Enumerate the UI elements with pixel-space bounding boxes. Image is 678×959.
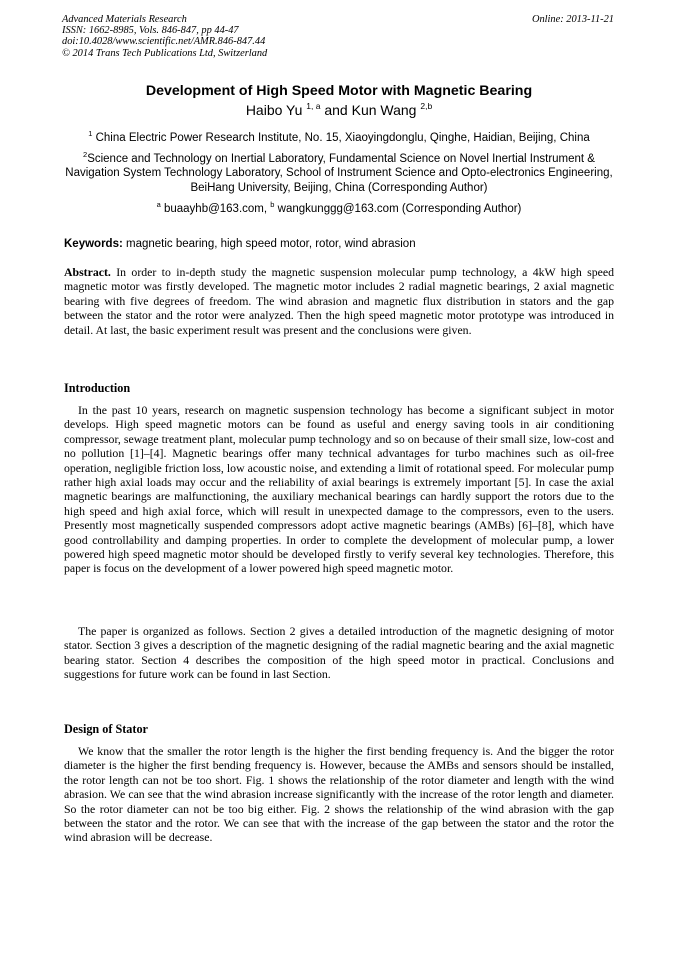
author-superscript: 1, a bbox=[306, 101, 321, 111]
affiliation-marker: 1 bbox=[88, 129, 93, 138]
online-date: Online: 2013-11-21 bbox=[531, 14, 614, 25]
email-line bbox=[40, 202, 638, 216]
abstract bbox=[64, 265, 614, 337]
journal-name: Advanced Materials Research bbox=[62, 14, 187, 25]
copyright-line: © 2014 Trans Tech Publications Ltd, Switzerland bbox=[62, 47, 268, 59]
abstract-text: In order to in-depth study the magnetic suspension molecular pump technology, a 4kW high speed magnetic motor was firstly developed. The magnetic motor includes 2 radial magnetic bearings, 2 axial magnetic bearing with five degrees of freedom. The wind abrasion and magnetic flux distribution in stators and the gap between the stator and the rotor were analyzed. Then the high speed magnetic motor prototype was introduced in detail. At last, the basic experiment result was present and the conclusions were given. bbox=[64, 265, 614, 337]
doi-line[interactable]: doi:10.4028/www.scientific.net/AMR.846-847.44 bbox=[62, 36, 266, 48]
stator-paragraph-1: We know that the smaller the rotor length is the higher the first bending frequency is. And the bigger the rotor diameter is the higher the first bending frequency is. However, because the AMBs and sensors should be installed, the rotor length can not be too short. Fig. 1 shows the relationship of the rotor diameter and length with the wind abrasion. We can see that the wind abrasion increase significantly with the increase of the rotor length and diameter. So the rotor diameter can not be too big either. Fig. 2 shows the relationship of the wind abrasion with the gap between the stator and the rotor. We can see that with the increase of the gap between the stator and the rotor the wind abrasion will be decrease. bbox=[64, 744, 614, 845]
author-superscript: 2,b bbox=[420, 101, 433, 111]
affiliation-2 bbox=[60, 152, 618, 195]
section-heading-design-of-stator: Design of Stator bbox=[64, 722, 148, 736]
intro-paragraph-1: In the past 10 years, research on magnetic suspension technology has become a significant subject in motor develops. High speed magnetic motors can be found as useful and energy saving tools in air conditioning compressor, sewage treatment plant, molecular pump technology and so on because of their small size, low-cost and no pollution [1]–[4]. Magnetic bearings offer many technical advantages for turbo machines such as oil-free operation, negligible friction loss, low acoustic noise, and extending a limit of rotational speed. For molecular pump rather high axial loads may occur and the reliability of axial bearings is extremely important [5]. In case the axial magnetic bearings are malfunctioning, the auxiliary mechanical bearings can hardly support the rotors due to the high speed and high axial force, which will result in unexpected damage to the compressors, even to the users. Presently most magnetically suspended compressors adopt active magnetic bearings (AMBs) [6]–[8], which have good controllability and damping properties. In order to complete the development of molecular pump, a lower powered high speed magnetic motor should be developed firstly to verify several key technologies. Therefore, this paper is focus on the development of a lower powered high speed magnetic motor. bbox=[64, 403, 614, 576]
affiliation-1 bbox=[40, 131, 638, 145]
email-marker: a bbox=[156, 200, 161, 209]
email-address[interactable]: buaayhb@163.com, bbox=[163, 203, 268, 215]
author-name: Haibo Yu bbox=[245, 102, 303, 118]
keywords-text: magnetic bearing, high speed motor, rotor, wind abrasion bbox=[126, 238, 416, 250]
journal-info bbox=[62, 14, 267, 59]
section-heading-introduction: Introduction bbox=[64, 381, 131, 395]
paper-title: Development of High Speed Motor with Magnetic Bearing bbox=[145, 83, 533, 99]
email-marker: b bbox=[270, 200, 275, 209]
email-address[interactable]: wangkunggg@163.com (Corresponding Author) bbox=[277, 203, 522, 215]
abstract-label: Abstract. bbox=[64, 265, 111, 279]
author-line bbox=[0, 101, 678, 119]
keywords-label: Keywords: bbox=[64, 238, 123, 250]
affiliation-text: China Electric Power Research Institute, No. 15, Xiaoyingdonglu, Qinghe, Haidian, Beijing, China bbox=[95, 132, 590, 144]
keywords bbox=[64, 237, 416, 251]
author-name: and Kun Wang bbox=[324, 102, 417, 118]
affiliation-text: Science and Technology on Inertial Laboratory, Fundamental Science on Novel Inertial Instrument & Navigation System Technology Laboratory, School of Instrument Science and Opto-electronics Engineering, BeiHang University, Beijing, China (Corresponding Author) bbox=[65, 153, 613, 194]
intro-paragraph-2: The paper is organized as follows. Section 2 gives a detailed introduction of the magnetic designing of motor stator. Section 3 gives a description of the magnetic designing of the radial magnetic bearing and the axial magnetic bearing stator. Section 4 describes the composition of the high speed motor in practical. Conclusions and suggestions for future work can be found in last Section. bbox=[64, 624, 614, 682]
issn-line: ISSN: 1662-8985, Vols. 846-847, pp 44-47 bbox=[62, 25, 239, 37]
affiliation-marker: 2 bbox=[83, 150, 88, 159]
